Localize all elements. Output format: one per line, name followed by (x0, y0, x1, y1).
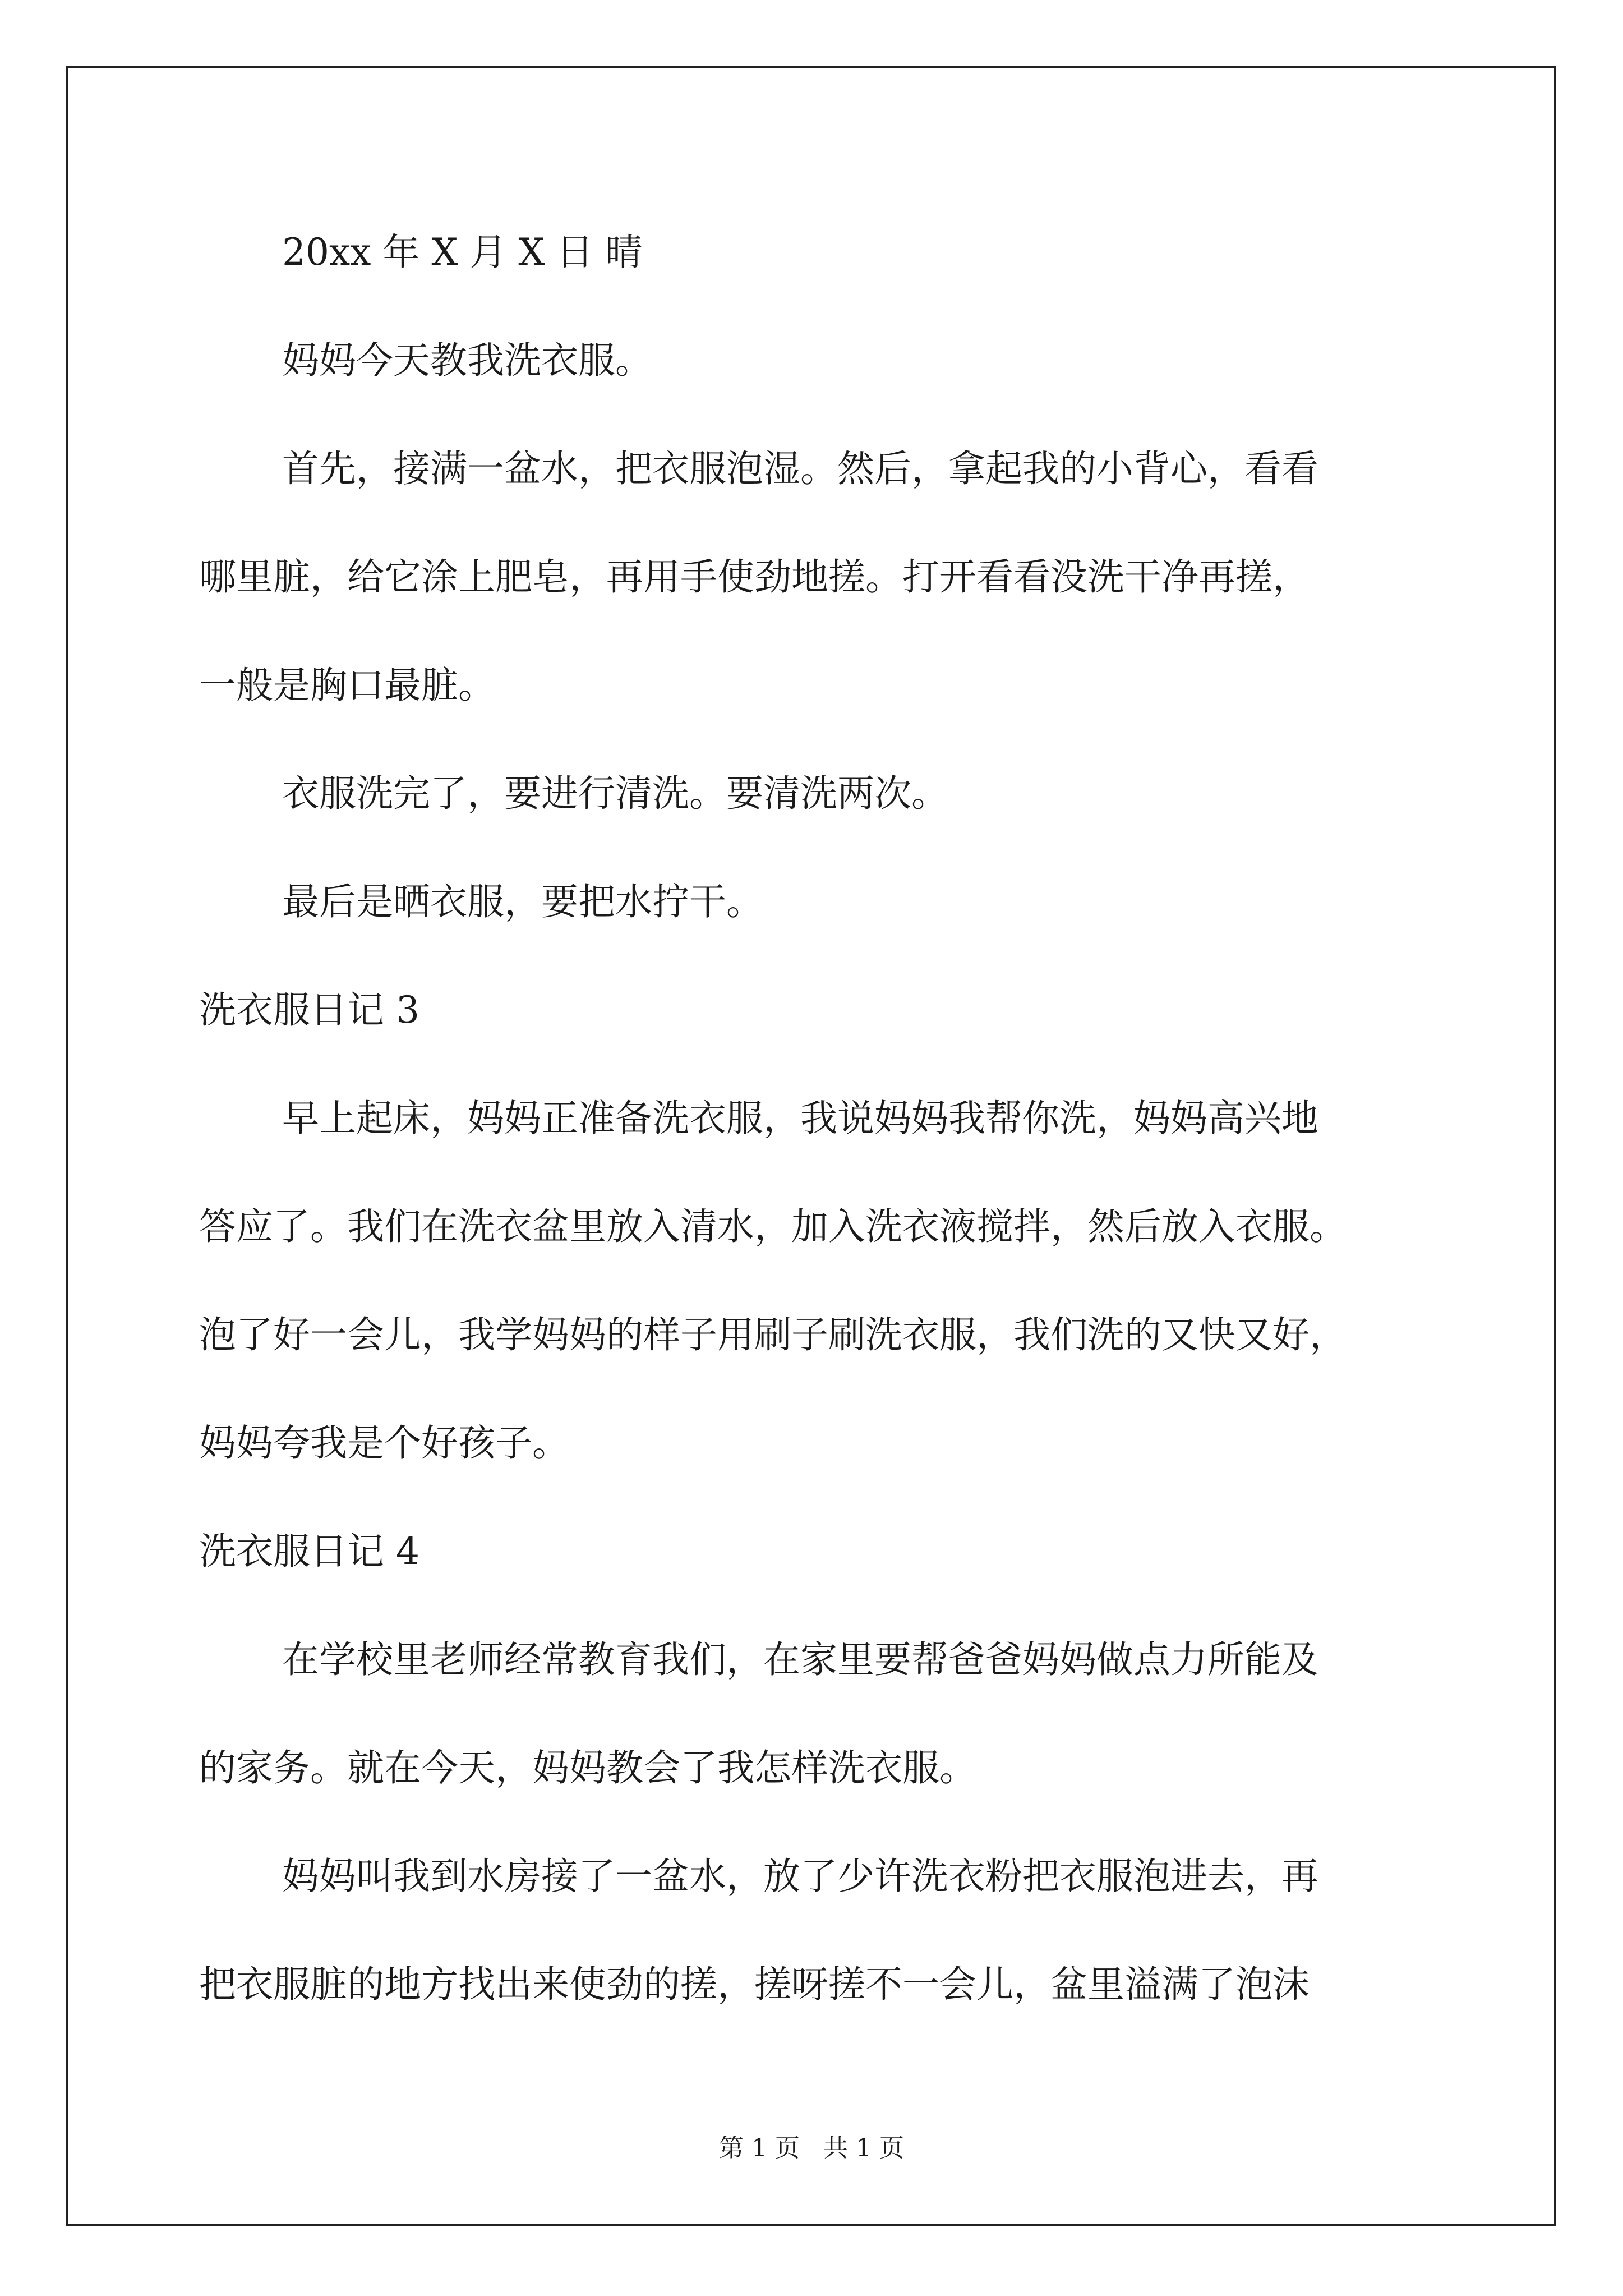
paragraph-line: 妈妈今天教我洗衣服。 (282, 339, 652, 382)
paragraph-line: 的家务。就在今天，妈妈教会了我怎样洗衣服。 (199, 1746, 976, 1789)
paragraph-line: 首先，接满一盆水，把衣服泡湿。然后，拿起我的小背心，看看 (282, 447, 1318, 490)
section-heading: 洗衣服日记 3 (199, 988, 419, 1032)
paragraph-line: 衣服洗完了，要进行清洗。要清洗两次。 (282, 772, 948, 815)
paragraph-line: 泡了好一会儿，我学妈妈的样子用刷子刷洗衣服，我们洗的又快又好， (199, 1313, 1347, 1356)
paragraph-line: 妈妈夸我是个好孩子。 (199, 1421, 569, 1465)
date-line: 20xx 年 X 月 X 日 晴 (282, 231, 643, 274)
paragraph-line: 答应了。我们在洗衣盆里放入清水，加入洗衣液搅拌，然后放入衣服。 (199, 1205, 1347, 1248)
paragraph-line: 妈妈叫我到水房接了一盆水，放了少许洗衣粉把衣服泡进去，再 (282, 1855, 1318, 1898)
paragraph-line: 一般是胸口最脏。 (199, 664, 495, 707)
section-heading: 洗衣服日记 4 (199, 1530, 419, 1573)
paragraph-line: 早上起床，妈妈正准备洗衣服，我说妈妈我帮你洗，妈妈高兴地 (282, 1097, 1318, 1140)
paragraph-line: 把衣服脏的地方找出来使劲的搓，搓呀搓不一会儿，盆里溢满了泡沫 (199, 1963, 1310, 2006)
paragraph-line: 哪里脏，给它涂上肥皂，再用手使劲地搓。打开看看没洗干净再搓， (199, 555, 1310, 599)
paragraph-line: 在学校里老师经常教育我们，在家里要帮爸爸妈妈做点力所能及 (282, 1638, 1318, 1681)
paragraph-line: 最后是晒衣服，要把水拧干。 (282, 880, 763, 923)
document-body (199, 219, 1427, 2059)
page-footer: 第 1 页 共 1 页 (719, 2134, 904, 2162)
